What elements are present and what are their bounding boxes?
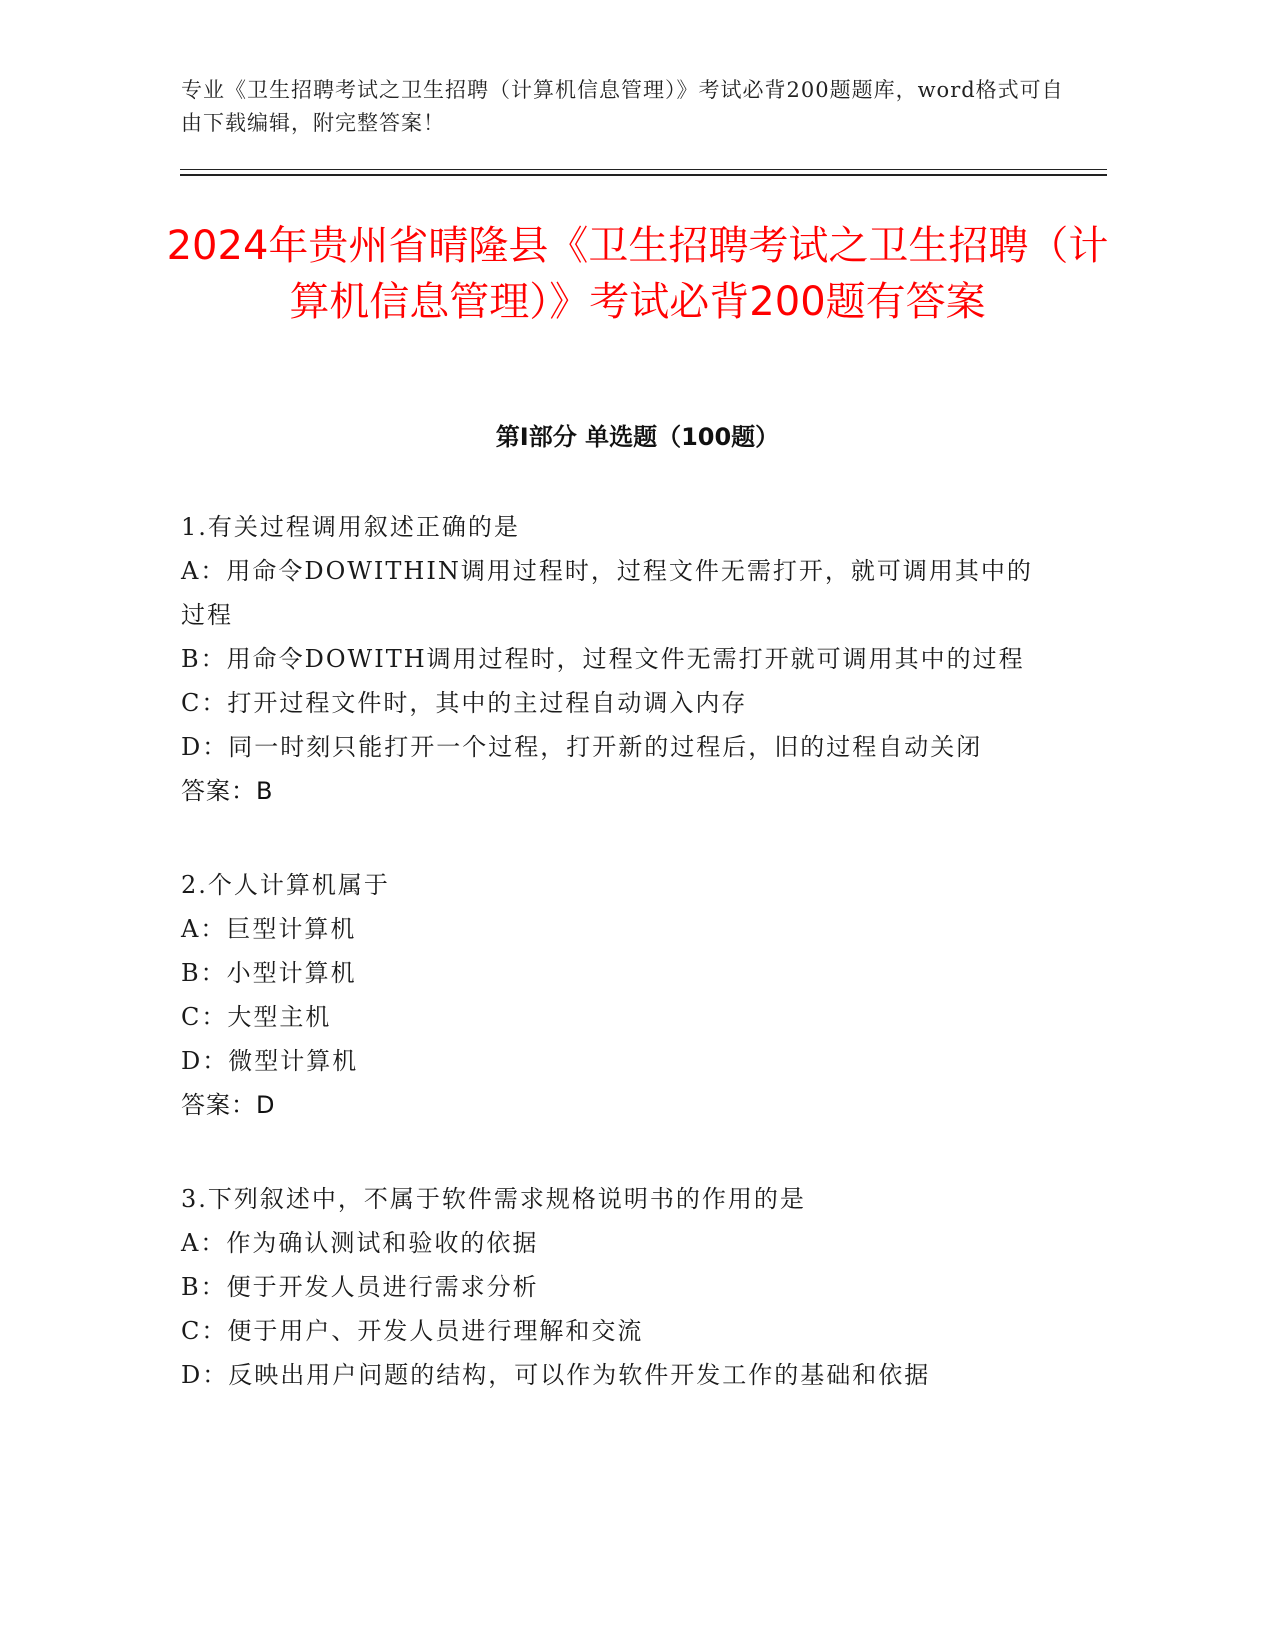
option-c: C：打开过程文件时，其中的主过程自动调入内存 bbox=[181, 689, 748, 717]
section-heading: 第I部分 单选题（100题） bbox=[495, 423, 780, 451]
option-c: C：大型主机 bbox=[181, 1003, 332, 1031]
question-1 bbox=[181, 505, 1041, 813]
option-c: C：便于用户、开发人员进行理解和交流 bbox=[181, 1317, 644, 1345]
option-b: B：便于开发人员进行需求分析 bbox=[181, 1273, 539, 1301]
question-list bbox=[181, 505, 1041, 1447]
question-stem: 1.有关过程调用叙述正确的是 bbox=[181, 513, 520, 541]
question-stem: 2.个人计算机属于 bbox=[181, 871, 390, 899]
question-3 bbox=[181, 1177, 1041, 1397]
option-a: A：作为确认测试和验收的依据 bbox=[181, 1229, 539, 1257]
option-a: A：巨型计算机 bbox=[181, 915, 357, 943]
question-stem: 3.下列叙述中，不属于软件需求规格说明书的作用的是 bbox=[181, 1185, 806, 1213]
option-d: D：微型计算机 bbox=[181, 1047, 359, 1075]
option-a: A：用命令DOWITHIN调用过程时，过程文件无需打开，就可调用其中的过程 bbox=[181, 557, 1033, 629]
option-b: B：用命令DOWITH调用过程时，过程文件无需打开就可调用其中的过程 bbox=[181, 645, 1025, 673]
option-d: D：反映出用户问题的结构，可以作为软件开发工作的基础和依据 bbox=[181, 1361, 931, 1389]
answer-line: 答案：D bbox=[181, 1091, 276, 1119]
option-b: B：小型计算机 bbox=[181, 959, 357, 987]
question-2 bbox=[181, 863, 1041, 1127]
header-note: 专业《卫生招聘考试之卫生招聘（计算机信息管理）》考试必背200题题库，word格式可自由下载编辑，附完整答案！ bbox=[181, 78, 1064, 135]
option-d: D：同一时刻只能打开一个过程，打开新的过程后，旧的过程自动关闭 bbox=[181, 733, 983, 761]
document-title: 2024年贵州省晴隆县《卫生招聘考试之卫生招聘（计算机信息管理）》考试必背200题有答案 bbox=[166, 223, 1109, 325]
header-divider-thin bbox=[180, 169, 1107, 170]
answer-line: 答案：B bbox=[181, 777, 274, 805]
header-divider-thick bbox=[180, 174, 1107, 176]
